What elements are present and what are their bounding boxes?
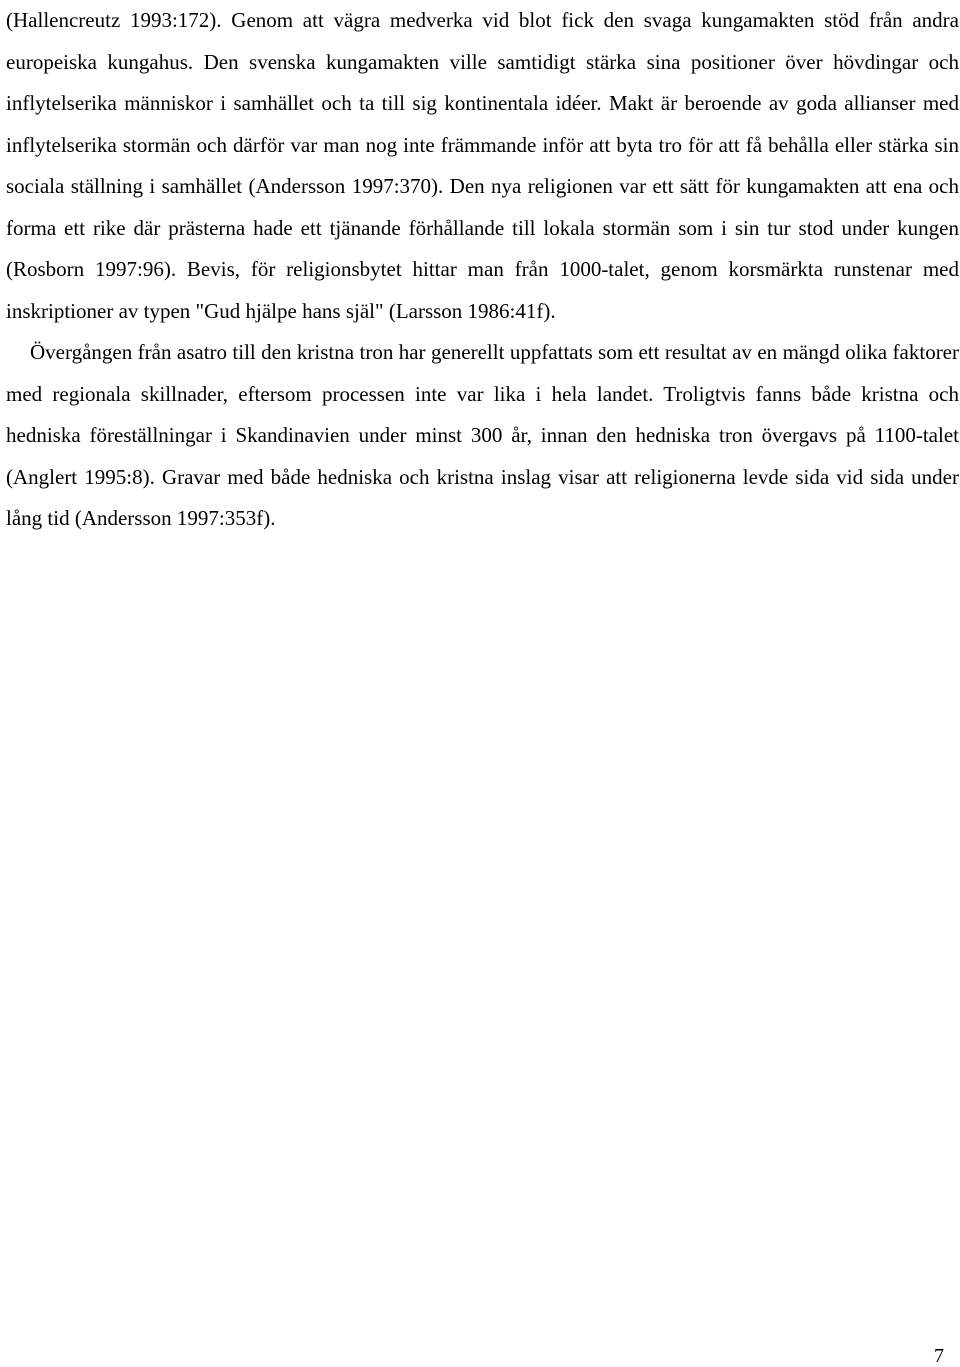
page-number: 7 [934, 1345, 944, 1367]
paragraph-continued: (Hallencreutz 1993:172). Genom att vägra medverka vid blot fick den svaga kungamakten stöd från andra europeiska kungahus. Den svenska kungamakten ville samtidigt stärka sina positioner över hövdingar och inflytelserika människor i samhället och ta till sig kontinentala idéer. Makt är beroende av goda allianser med inflytelserika stormän och därför var man nog inte främmande inför att byta tro för att få behålla eller stärka sin sociala ställning i samhället (Andersson 1997:370). Den nya religionen var ett sätt för kungamakten att ena och forma ett rike där prästerna hade ett tjänande förhållande till lokala stormän som i sin tur stod under kungen (Rosborn 1997:96). Bevis, för religionsbytet hittar man från 1000-talet, genom korsmärkta runstenar med inskriptioner av typen "Gud hjälpe hans själ" (Larsson 1986:41f). [6, 8, 959, 323]
document-body [6, 0, 959, 540]
paragraph-religion-transition: Övergången från asatro till den kristna tron har generellt uppfattats som ett resultat av en mängd olika faktorer med regionala skillnader, eftersom processen inte var lika i hela landet. Troligtvis fanns både kristna och hedniska föreställningar i Skandinavien under minst 300 år, innan den hedniska tron övergavs på 1100-talet (Anglert 1995:8). Gravar med både hedniska och kristna inslag visar att religionerna levde sida vid sida under lång tid (Andersson 1997:353f). [6, 340, 959, 530]
